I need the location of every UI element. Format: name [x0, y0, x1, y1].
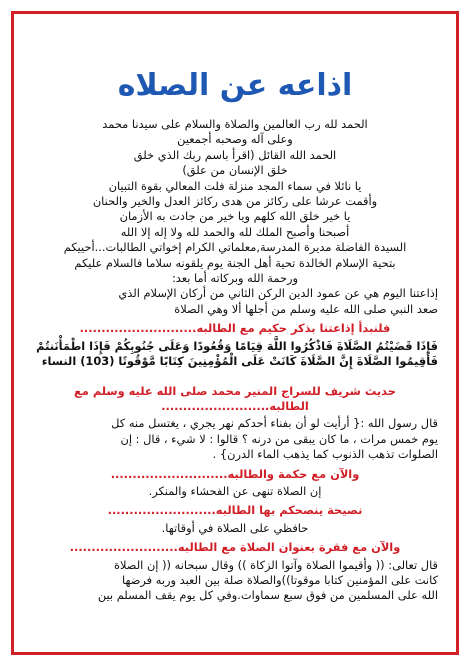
section-heading-hadith: حديث شريف للسراج المنير محمد صلى الله عليه وسلم مع	[74, 383, 396, 398]
intro-line: بتحية الإسلام الخالدة تحية أهل الجنة يوم يلقونه سلاما فالسلام عليكم	[74, 255, 396, 270]
intro-block	[32, 117, 438, 317]
final-line: كانت على المؤمنين كتابا موقوتا))والصلاة صلة بين العبد وربه فرضها	[121, 572, 438, 587]
intro-line: ورحمة الله وبركاته أما بعد:	[171, 271, 299, 286]
final-line: قال تعالى: (( وأقيموا الصلاة وآتوا الزكاة )) وقال سبحانه (( إن الصلاة	[114, 557, 438, 572]
section-heading-advice: نصيحة ينصحكم بها الطالبه.........................	[107, 503, 363, 518]
hadith-line: يوم خمس مرات ، ما كان يبقى من درنه ؟ قالوا : لا شيء ، قال : إن	[120, 431, 438, 446]
intro-line: صعد النبي صلى الله عليه وسلم من أجلها ألا وهي الصلاة	[174, 301, 438, 316]
final-line: الله على المسلمين من فوق سبع سماوات.وفي كل يوم يقف المسلم بين	[97, 588, 438, 603]
section-heading-quran: فلنبدأ إذاعتنا بذكر حكيم مع الطالبه...........................	[79, 321, 391, 336]
intro-line: إذاعتنا اليوم هي عن عمود الدين الركن الثاني من أركان الإسلام الذي	[118, 286, 438, 301]
quran-line: فَأَقِيمُوا الصَّلَاةَ إِنَّ الصَّلَاةَ كَانَتْ عَلَى الْمُؤْمِنِينَ كِتَابًا مَّوْقُوتًا (103) النساء	[41, 354, 438, 369]
intro-line: وأقمت عرشا على ركائز من هدى ركائز العدل والخير والحنان	[92, 194, 378, 209]
intro-line: السيدة الفاضلة مديرة المدرسة,معلماتي الكرام إخواتي الطالبات...أحييكم	[63, 240, 407, 255]
page-title: اذاعه عن الصلاه	[117, 68, 353, 103]
intro-line: خلق الإنسان من علق)	[182, 163, 288, 178]
intro-line: أصبحنا وأصبح الملك لله والحمد لله ولا إله إلا الله	[120, 224, 350, 239]
intro-line: وعلى آله وصحبه أجمعين	[177, 132, 293, 147]
document-body	[32, 26, 438, 642]
section-heading-hadith-cont: الطالبه.........................	[161, 398, 309, 413]
quran-line: فَإِذَا قَضَيْتُمُ الصَّلَاةَ فَاذْكُرُوا اللَّهَ قِيَامًا وَقُعُودًا وَعَلَى جُنُوبِكُمْ فَإِذَا اطْمَأْنَنتُمْ	[36, 338, 438, 353]
intro-line: الحمد لله رب العالمين والصلاة والسلام على سيدنا محمد	[102, 117, 368, 131]
wisdom-text: إن الصلاة تنهى عن الفحشاء والمنكر.	[148, 483, 322, 498]
page-border	[11, 11, 459, 655]
advice-text: حافظي على الصلاة في أوقاتها.	[161, 520, 309, 535]
intro-line: يا نائلا في سماء المجد منزلة فلت المعالي بقوة التبيان	[108, 178, 362, 193]
section-heading-wisdom: والآن مع حكمة والطالبه...........................	[110, 466, 360, 481]
intro-line: يا خير خلق الله كلهم ويا خير من جادت به الأزمان	[119, 209, 351, 224]
intro-line: الحمد الله القائل (اقرأ باسم ربك الذي خلق	[133, 147, 337, 162]
hadith-line: الصلوات تذهب الذنوب كما يذهب الماء الدرن} .	[212, 447, 438, 462]
section-heading-prayer: والآن مع فقرة بعنوان الصلاة مع الطالبه.........................	[69, 540, 401, 555]
hadith-line: قال رسول الله :{ أرأيت لو أن بفناء أحدكم نهر يجري ، يغتسل منه كل	[111, 416, 438, 431]
